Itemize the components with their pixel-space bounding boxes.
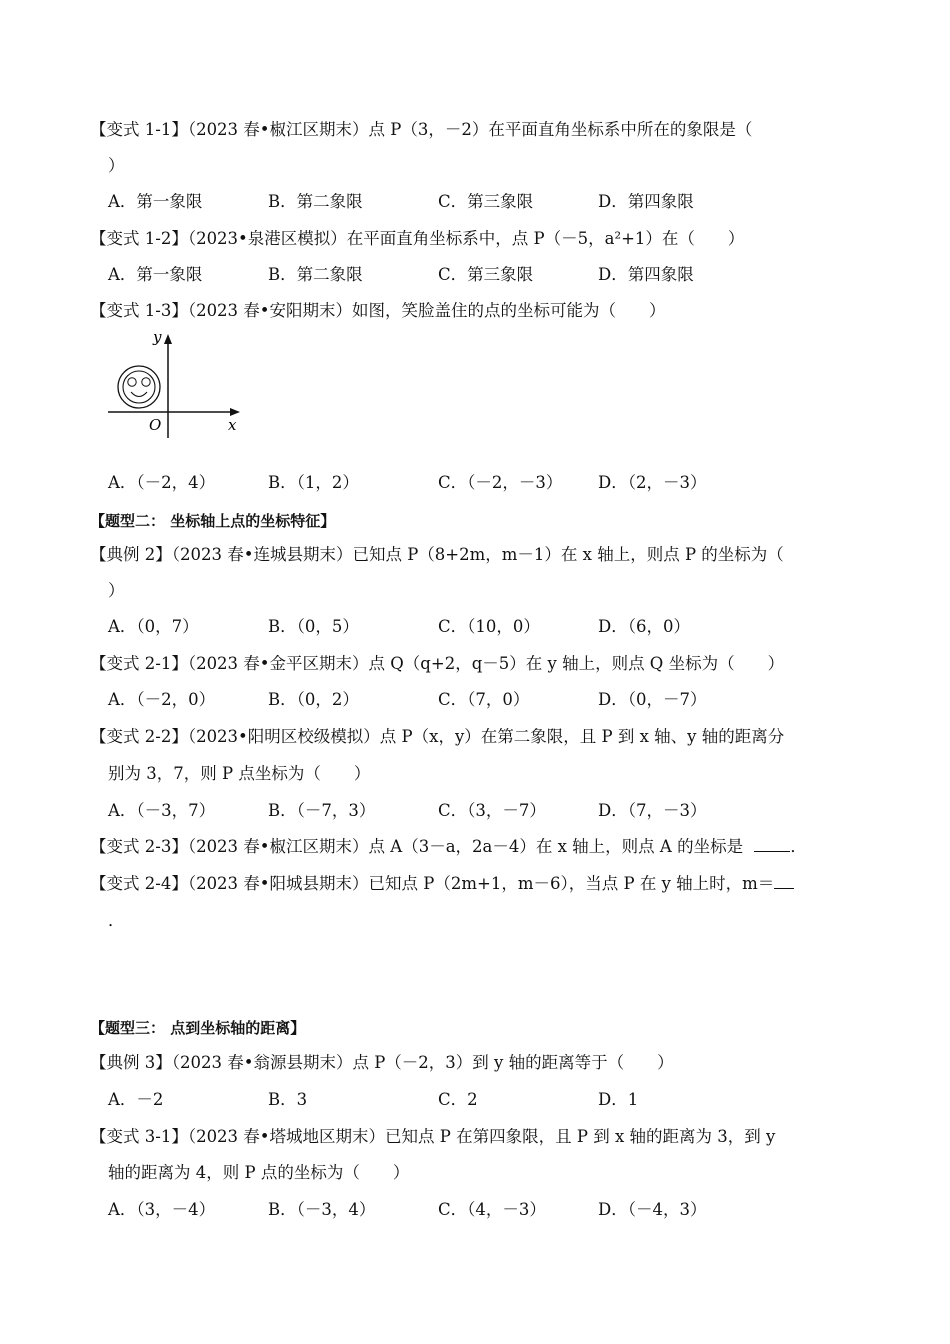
option-d: D．第四象限 <box>598 265 694 284</box>
option-d: D．第四象限 <box>598 192 694 211</box>
question-v2-4-line1 <box>90 873 794 895</box>
option-d: D．（2，－3） <box>598 473 707 492</box>
question-v2-2-line2: 别为 3，7，则 P 点坐标为（ ） <box>108 764 371 783</box>
answer-blank <box>754 837 790 852</box>
option-b: B．3 <box>268 1090 308 1109</box>
option-d: D．（0，－7） <box>598 690 707 709</box>
option-d: D．（7，－3） <box>598 801 707 820</box>
option-c: C．（－2，－3） <box>438 473 563 492</box>
x-label: x <box>228 416 237 434</box>
question-v1-2-line1: 【变式 1-2】（2023•泉港区模拟）在平面直角坐标系中，点 P（－5，a²+1）在（ ） <box>90 229 745 248</box>
smiley-face-icon <box>118 366 160 408</box>
option-b: B．第二象限 <box>268 192 363 211</box>
y-axis-arrow-icon <box>164 334 172 344</box>
option-a: A．－2 <box>108 1090 164 1109</box>
question-v1-3-line1: 【变式 1-3】（2023 春•安阳期末）如图，笑脸盖住的点的坐标可能为（ ） <box>90 301 666 320</box>
question-v1-1-line2: ） <box>108 156 125 175</box>
question-d3-line1: 【典例 3】（2023 春•翁源县期末）点 P（－2，3）到 y 轴的距离等于（ ） <box>90 1053 674 1072</box>
option-a: A．第一象限 <box>108 192 203 211</box>
question-d2-line2: ） <box>108 581 125 600</box>
x-axis-arrow-icon <box>230 408 240 416</box>
option-c: C．（4，－3） <box>438 1200 546 1219</box>
option-d: D．1 <box>598 1090 639 1109</box>
question-v2-3-line1 <box>90 836 807 858</box>
option-a: A．（0，7） <box>108 617 199 636</box>
option-d: D．（－4，3） <box>598 1200 707 1219</box>
option-a: A．（3，－4） <box>108 1200 216 1219</box>
question-v2-3-end: ． <box>790 837 807 856</box>
option-b: B．第二象限 <box>268 265 363 284</box>
option-a: A．（－2，0） <box>108 690 216 709</box>
question-v3-1-line2: 轴的距离为 4，则 P 点的坐标为（ ） <box>108 1163 410 1182</box>
option-d: D．（6，0） <box>598 617 690 636</box>
origin-label: O <box>149 416 162 434</box>
question-v2-4-line2: ． <box>108 911 125 930</box>
question-v2-4-text: 【变式 2-4】（2023 春•阳城县期末）已知点 P（2m+1，m－6），当点 P 在 y 轴上时，m＝ <box>90 874 775 893</box>
y-label: y <box>153 330 162 346</box>
answer-blank <box>774 874 794 889</box>
option-c: C．（10，0） <box>438 617 540 636</box>
option-c: C．（7，0） <box>438 690 530 709</box>
option-c: C．第三象限 <box>438 265 534 284</box>
option-a: A．（－2，4） <box>108 473 216 492</box>
question-v3-1-line1: 【变式 3-1】（2023 春•塔城地区期末）已知点 P 在第四象限，且 P 到 x 轴的距离为 3，到 y <box>90 1127 776 1146</box>
section-heading-2: 【题型二： 坐标轴上点的坐标特征】 <box>90 512 336 530</box>
question-v2-3-text: 【变式 2-3】（2023 春•椒江区期末）点 A（3－a，2a－4）在 x 轴上，则点 A 的坐标是 <box>90 837 744 856</box>
option-b: B．（－3，4） <box>268 1200 376 1219</box>
section-heading-3: 【题型三： 点到坐标轴的距离】 <box>90 1019 306 1037</box>
question-v2-2-line1: 【变式 2-2】（2023•阳明区校级模拟）点 P（x，y）在第二象限，且 P 到 x 轴、y 轴的距离分 <box>90 727 785 746</box>
option-a: A．第一象限 <box>108 265 203 284</box>
option-b: B．（1，2） <box>268 473 359 492</box>
option-c: C．2 <box>438 1090 478 1109</box>
option-b: B．（－7，3） <box>268 801 376 820</box>
option-b: B．（0，5） <box>268 617 359 636</box>
option-c: C．第三象限 <box>438 192 534 211</box>
question-d2-line1: 【典例 2】（2023 春•连城县期末）已知点 P（8+2m，m－1）在 x 轴上，则点 P 的坐标为（ <box>90 545 784 564</box>
coordinate-figure <box>108 330 248 440</box>
option-c: C．（3，－7） <box>438 801 546 820</box>
option-b: B．（0，2） <box>268 690 359 709</box>
question-v2-1-line1: 【变式 2-1】（2023 春•金平区期末）点 Q（q+2，q－5）在 y 轴上，则点 Q 坐标为（ ） <box>90 654 785 673</box>
question-v1-1-line1: 【变式 1-1】（2023 春•椒江区期末）点 P（3，－2）在平面直角坐标系中所在的象限是（ <box>90 120 753 139</box>
option-a: A．（－3，7） <box>108 801 216 820</box>
